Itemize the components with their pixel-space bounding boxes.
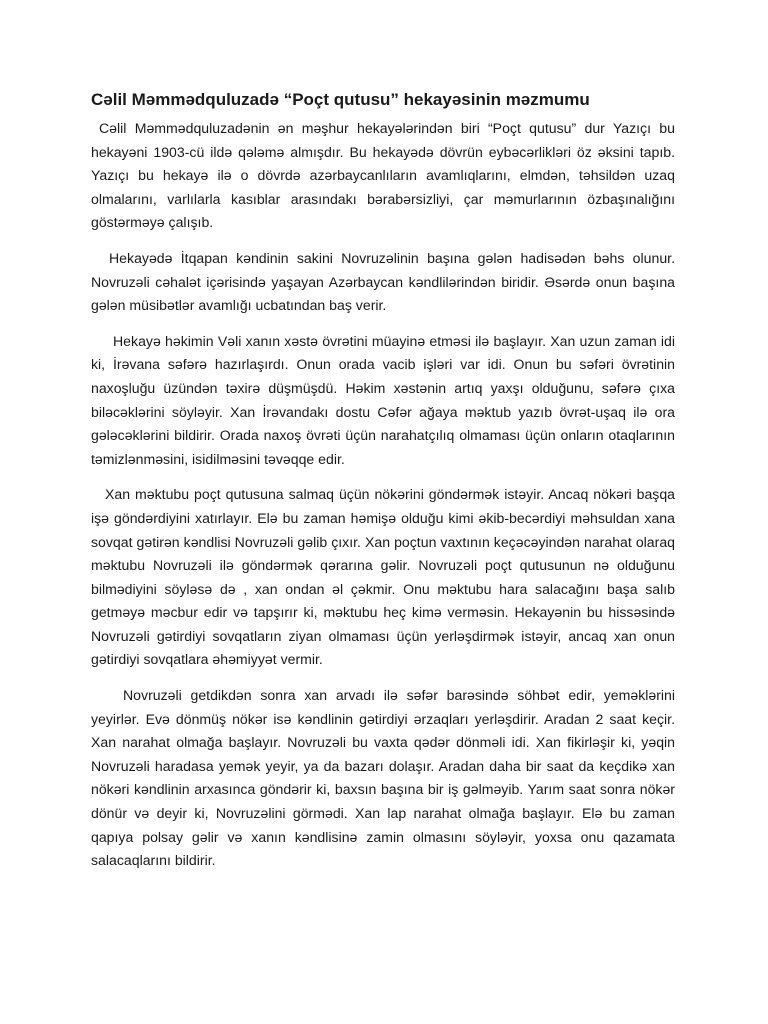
paragraph-doctor-visit: Hekayə həkimin Vəli xanın xəstə övrətini müayinə etməsi ilə başlayır. Xan uzun zaman idi ki, İrəvana səfərə hazırlaşırdı. Onun orada vacib işləri var idi. Onun bu səfəri övrətinin naxoşluğu üzündən təxirə düşmüşdü. Həkim xəstənin artıq yaxşı olduğunu, səfərə çıxa biləcəklərini söyləyir. Xan İrəvandakı dostu Cəfər ağaya məktub yazıb övrət-uşaq ilə ora gələcəklərini bildirir. Orada naxoş övrəti üçün narahatçılıq olmaması üçün onların otaqlarının təmizlənməsini, isidilməsini təvəqqe edir. [91,332,675,467]
document-page [91,88,675,885]
paragraph-letter: Xan məktubu poçt qutusuna salmaq üçün nökərini göndərmək istəyir. Ancaq nökəri başqa işə göndərdiyini xatırlayır. Elə bu zaman həmişə olduğu kimi əkib-becərdiyi məhsuldan xana sovqat gətirən kəndlisi Novruzəli gəlib çıxır. Xan poçtun vaxtının keçəcəyindən narahat olaraq məktubu Novruzəli ilə göndərmək qərarına gəlir. Novruzəli poçt qutusunun nə olduğunu bilmədiyini söyləsə də , xan ondan əl çəkmir. Onu məktubu hara salacağını başa salıb getməyə məcbur edir və tapşırır ki, məktubu heç kimə verməsin. Hekayənin bu hissəsində Novruzəli gətirdiyi sovqatların ziyan olmaması üçün yerləşdirmək istəyir, ancaq xan onun gətirdiyi sovqatlara əhəmiyyət vermir. [91,486,675,668]
paragraph-waiting: Novruzəli getdikdən sonra xan arvadı ilə səfər barəsində söhbət edir, yeməklərini yeyirlər. Evə dönmüş nökər isə kəndlinin gətirdiyi ərzaqları yerləşdirir. Aradan 2 saat keçir. Xan narahat olmağa başlayır. Novruzəli bu vaxta qədər dönməli idi. Xan fikirləşir ki, yəqin Novruzəli haradasa yemək yeyir, ya da bazarı dolaşır. Aradan daha bir saat da keçdikə xan nökəri kəndlinin arxasınca göndərir ki, baxsın başına bir iş gəlməyib. Yarım saat sonra nökər dönür və deyir ki, Novruzəlini görmədi. Xan lap narahat olmağa başlayır. Elə bu zaman qapıya polsay gəlir və xanın kəndlisinə zamin olmasını söyləyir, yoxsa onu qazamata salacaqlarını bildirir. [91,687,675,869]
document-title: Cəlil Məmmədquluzadə “Poçt qutusu” hekayəsinin məzmumu [91,90,590,109]
paragraph-novruzali: Hekayədə İtqapan kəndinin sakini Novruzəlinin başına gələn hadisədən bəhs olunur. Novruzəli cəhalət içərisində yaşayan Azərbaycan kəndlilərindən biridir. Əsərdə onun başına gələn müsibətlər avamlığı ucbatından baş verir. [91,249,675,314]
paragraph-intro: Cəlil Məmmədquluzadənin ən məşhur hekayələrindən biri “Poçt qutusu” dur Yazıçı bu hekayəni 1903-cü ildə qələmə almışdır. Bu hekayədə dövrün eybəcərlikləri öz əksini tapıb. Yazıçı bu hekayə ilə o dövrdə azərbaycanlıların avamlıqlarını, elmdən, təhsildən uzaq olmalarını, varlılarla kasıblar arasındakı bərabərsizliyi, çar məmurlarının özbaşınalığını göstərməyə çalışıb. [91,120,675,231]
